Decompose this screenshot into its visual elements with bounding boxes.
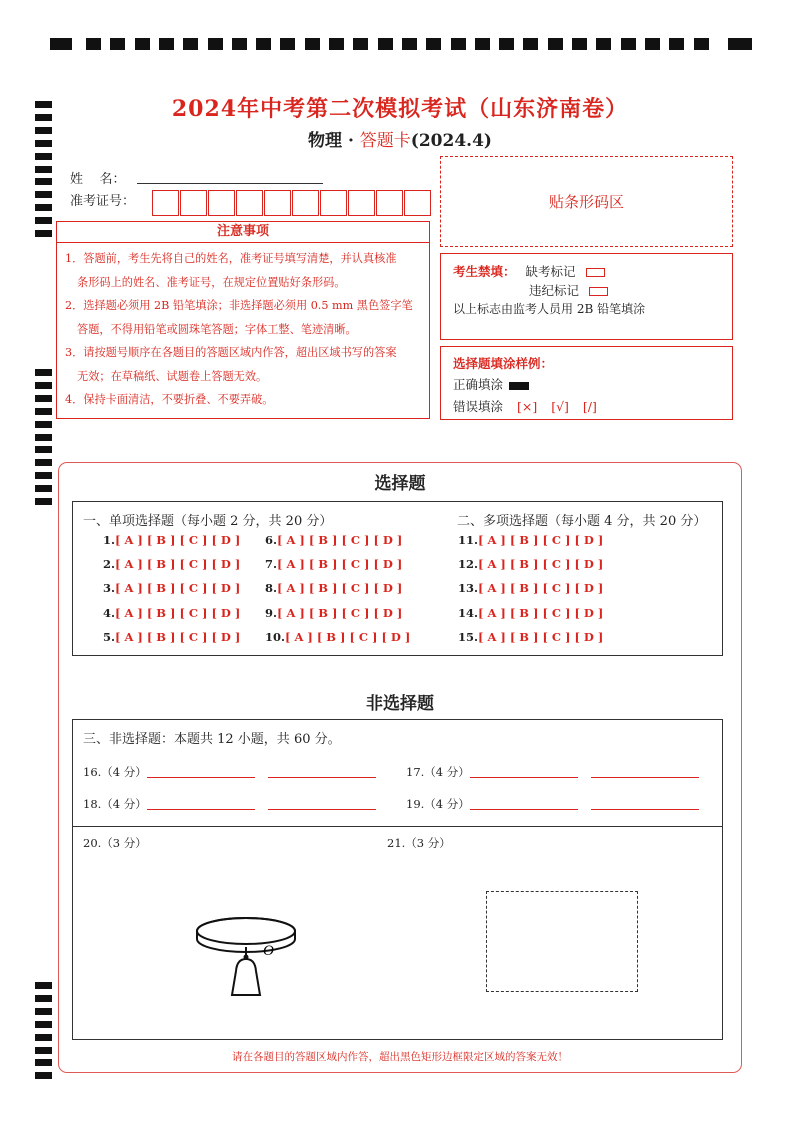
question-19-blank-2[interactable] xyxy=(591,809,699,810)
timing-mark xyxy=(35,408,52,415)
choice-question-number: 1. xyxy=(103,533,116,547)
multi-choice-heading: 二、多项选择题（每小题 4 分，共 20 分） xyxy=(457,514,707,529)
fill-in-block xyxy=(72,719,723,827)
notice-item: 无效；在草稿纸、试题卷上答题无效。 xyxy=(77,369,268,383)
exam-title: 2024年中考第二次模拟考试（山东济南卷） xyxy=(171,96,629,122)
timing-mark xyxy=(35,421,52,428)
id-digit-box[interactable] xyxy=(152,190,179,216)
timing-mark xyxy=(621,38,636,50)
timing-mark xyxy=(35,446,52,453)
timing-mark xyxy=(426,38,441,50)
id-digit-box[interactable] xyxy=(208,190,235,216)
id-digit-box[interactable] xyxy=(320,190,347,216)
timing-mark xyxy=(35,1008,52,1015)
choice-answer-options[interactable]: [ A ] [ B ] [ C ] [ D ] xyxy=(115,533,241,547)
choice-answer-options[interactable]: [ A ] [ B ] [ C ] [ D ] xyxy=(115,629,241,644)
forbidden-label: 考生禁填： xyxy=(453,264,516,279)
question-17-label: 17.（4 分） xyxy=(406,765,470,779)
violation-label: 违纪标记 xyxy=(529,283,580,298)
choice-question-row xyxy=(458,557,603,571)
timing-mark xyxy=(110,38,125,50)
date-label: (2024.4) xyxy=(410,131,492,151)
timing-mark xyxy=(35,498,52,505)
choice-answer-options[interactable]: [ A ] [ B ] [ C ] [ D ] xyxy=(478,629,604,644)
absent-label: 缺考标记 xyxy=(525,264,576,279)
disk-pendulum-figure xyxy=(191,903,311,1003)
id-digit-box[interactable] xyxy=(348,190,375,216)
choice-question-row xyxy=(458,606,603,620)
timing-mark xyxy=(35,485,52,492)
correct-fill-label: 正确填涂 xyxy=(453,377,504,392)
choice-question-number: 6. xyxy=(265,533,278,547)
notice-item: 2．选择题必须用 2B 铅笔填涂；非选择题必须用 0.5 mm 黑色签字笔 xyxy=(65,299,413,312)
choice-question-number: 9. xyxy=(265,605,278,620)
timing-mark xyxy=(35,434,52,441)
wrong-mark-cross: [×] xyxy=(517,399,538,414)
notice-item: 3．请按题号顺序在各题目的答题区域内作答，超出区域书写的答案 xyxy=(65,346,397,359)
choice-question-row xyxy=(265,581,402,595)
footer-warning: 请在各题目的答题区域内作答，超出黑色矩形边框限定区域的答案无效！ xyxy=(232,1051,568,1063)
choice-question-number: 12. xyxy=(458,557,479,572)
choice-answer-options[interactable]: [ A ] [ B ] [ C ] [ D ] xyxy=(277,581,403,596)
timing-mark xyxy=(378,38,393,50)
wrong-fill-label: 错误填涂 xyxy=(453,399,504,414)
timing-mark xyxy=(35,1034,52,1041)
timing-mark xyxy=(208,38,223,50)
timing-mark xyxy=(35,230,52,237)
timing-mark xyxy=(35,178,52,185)
timing-mark xyxy=(523,38,538,50)
question-19-blank-1[interactable] xyxy=(470,809,578,810)
timing-mark xyxy=(694,38,709,50)
question-17-blank-1[interactable] xyxy=(470,777,578,778)
choice-question-number: 5. xyxy=(103,629,116,644)
timing-mark xyxy=(451,38,466,50)
card-subtitle xyxy=(0,126,800,151)
drawing-block xyxy=(72,826,723,1040)
timing-mark xyxy=(35,191,52,198)
timing-mark xyxy=(353,38,368,50)
timing-mark xyxy=(35,101,52,108)
timing-mark xyxy=(159,38,174,50)
question-19-label: 19.（4 分） xyxy=(406,797,470,811)
timing-mark xyxy=(35,114,52,121)
forbidden-box xyxy=(440,253,733,340)
timing-mark xyxy=(402,38,417,50)
choice-question-number: 14. xyxy=(458,605,479,620)
timing-mark xyxy=(305,38,320,50)
timing-mark xyxy=(35,459,52,466)
id-label: 准考证号： xyxy=(70,194,136,209)
nonchoice-heading: 三、非选择题：本题共 12 小题，共 60 分。 xyxy=(83,732,341,747)
choice-answer-options[interactable]: [ A ] [ B ] [ C ] [ D ] xyxy=(478,533,604,547)
choice-question-number: 13. xyxy=(458,581,479,596)
timing-mark xyxy=(50,38,72,50)
id-digit-box[interactable] xyxy=(404,190,431,216)
question-16-blank-2[interactable] xyxy=(268,777,376,778)
choice-question-row xyxy=(103,581,240,595)
question-16-label: 16.（4 分） xyxy=(83,765,147,779)
timing-mark xyxy=(35,1047,52,1054)
timing-mark xyxy=(35,382,52,389)
exam-id-boxes[interactable] xyxy=(152,190,432,216)
point-o-label: O xyxy=(263,943,274,959)
timing-mark xyxy=(256,38,271,50)
choice-answer-options[interactable]: [ A ] [ B ] [ C ] [ D ] xyxy=(478,581,604,596)
timing-mark xyxy=(35,982,52,989)
timing-mark xyxy=(86,38,101,50)
timing-mark xyxy=(669,38,684,50)
timing-mark xyxy=(232,38,247,50)
id-digit-box[interactable] xyxy=(180,190,207,216)
choice-question-row xyxy=(265,557,402,571)
question-18-blank-2[interactable] xyxy=(268,809,376,810)
timing-mark xyxy=(329,38,344,50)
timing-mark xyxy=(35,472,52,479)
absent-mark-box[interactable] xyxy=(586,268,605,277)
choice-answer-options[interactable]: [ A ] [ B ] [ C ] [ D ] xyxy=(115,605,241,620)
forbidden-note: 以上标志由监考人员用 2B 铅笔填涂 xyxy=(453,302,646,316)
choice-question-number: 2. xyxy=(103,557,116,572)
choice-question-row xyxy=(265,630,410,644)
timing-mark xyxy=(135,38,150,50)
timing-mark xyxy=(728,38,752,50)
timing-mark xyxy=(183,38,198,50)
timing-mark xyxy=(596,38,611,50)
timing-mark xyxy=(35,1059,52,1066)
question-20-label: 20.（3 分） xyxy=(83,836,147,850)
single-choice-heading: 一、单项选择题（每小题 2 分，共 20 分） xyxy=(83,514,333,529)
choice-question-row xyxy=(458,533,603,547)
timing-mark xyxy=(35,204,52,211)
choice-question-row xyxy=(458,630,603,644)
choice-answer-options[interactable]: [ A ] [ B ] [ C ] [ D ] xyxy=(277,533,403,547)
question-16-blank-1[interactable] xyxy=(147,777,255,778)
notice-item: 答题，不得用铅笔或圆珠笔答题；字体工整、笔迹清晰。 xyxy=(77,322,357,336)
id-digit-box[interactable] xyxy=(236,190,263,216)
name-label: 姓 名： xyxy=(70,172,126,187)
choice-question-row xyxy=(265,606,402,620)
timing-mark xyxy=(35,369,52,376)
choice-answer-options[interactable]: [ A ] [ B ] [ C ] [ D ] xyxy=(478,557,604,572)
nonchoice-section-title: 非选择题 xyxy=(366,694,434,714)
choice-answer-options[interactable]: [ A ] [ B ] [ C ] [ D ] xyxy=(285,629,411,644)
timing-mark xyxy=(35,140,52,147)
wrong-mark-check: [√] xyxy=(551,399,569,414)
timing-mark xyxy=(35,1021,52,1028)
question-18-blank-1[interactable] xyxy=(147,809,255,810)
choice-question-number: 7. xyxy=(265,557,278,572)
notice-box xyxy=(56,221,430,419)
choice-question-number: 4. xyxy=(103,605,116,620)
choice-question-row xyxy=(265,533,402,547)
choice-answer-options[interactable]: [ A ] [ B ] [ C ] [ D ] xyxy=(277,605,403,620)
choice-question-number: 10. xyxy=(265,629,286,644)
separator-dot: · xyxy=(347,131,354,151)
id-digit-box[interactable] xyxy=(264,190,291,216)
choice-question-row xyxy=(103,606,240,620)
notice-item: 1．答题前，考生先将自己的姓名，准考证号填写清楚，并认真核准 xyxy=(65,252,397,265)
fill-example-title: 选择题填涂样例： xyxy=(453,356,554,371)
top-timing-marks xyxy=(50,38,752,52)
notice-item: 条形码上的姓名、准考证号，在规定位置贴好条形码。 xyxy=(77,275,346,289)
timing-mark xyxy=(280,38,295,50)
timing-mark xyxy=(35,217,52,224)
barcode-label: 贴条形码区 xyxy=(548,193,624,211)
choice-question-number: 3. xyxy=(103,581,116,596)
timing-mark xyxy=(475,38,490,50)
fill-example-box xyxy=(440,346,733,420)
card-label: 答题卡 xyxy=(359,131,411,151)
timing-mark xyxy=(35,395,52,402)
timing-mark xyxy=(572,38,587,50)
timing-mark xyxy=(35,127,52,134)
violation-mark-box[interactable] xyxy=(589,287,608,296)
timing-mark xyxy=(35,1072,52,1079)
filled-sample-mark xyxy=(509,382,529,390)
notice-heading: 注意事项 xyxy=(57,222,429,243)
choice-question-number: 8. xyxy=(265,581,278,596)
name-field[interactable] xyxy=(137,183,323,184)
choice-question-row xyxy=(103,557,240,571)
question-18-label: 18.（4 分） xyxy=(83,797,147,811)
choice-question-number: 15. xyxy=(458,629,479,644)
choice-question-row xyxy=(103,630,240,644)
question-17-blank-2[interactable] xyxy=(591,777,699,778)
timing-mark xyxy=(645,38,660,50)
question-21-drawing-box[interactable] xyxy=(486,891,638,992)
choice-block xyxy=(72,501,723,656)
choice-section-title: 选择题 xyxy=(374,474,426,494)
timing-mark xyxy=(35,995,52,1002)
question-21-label: 21.（3 分） xyxy=(387,836,451,850)
notice-item: 4．保持卡面清洁，不要折叠、不要弄破。 xyxy=(65,393,274,406)
wrong-mark-slash: [/] xyxy=(582,399,597,414)
barcode-area xyxy=(440,156,733,247)
id-digit-box[interactable] xyxy=(376,190,403,216)
timing-mark xyxy=(35,153,52,160)
choice-question-row xyxy=(458,581,603,595)
choice-answer-options[interactable]: [ A ] [ B ] [ C ] [ D ] xyxy=(277,557,403,572)
id-digit-box[interactable] xyxy=(292,190,319,216)
timing-mark xyxy=(548,38,563,50)
subject-label: 物理 xyxy=(308,131,343,151)
choice-answer-options[interactable]: [ A ] [ B ] [ C ] [ D ] xyxy=(478,605,604,620)
timing-mark xyxy=(35,166,52,173)
choice-question-number: 11. xyxy=(458,533,479,547)
choice-question-row xyxy=(103,533,240,547)
timing-mark xyxy=(499,38,514,50)
choice-answer-options[interactable]: [ A ] [ B ] [ C ] [ D ] xyxy=(115,581,241,596)
choice-answer-options[interactable]: [ A ] [ B ] [ C ] [ D ] xyxy=(115,557,241,572)
